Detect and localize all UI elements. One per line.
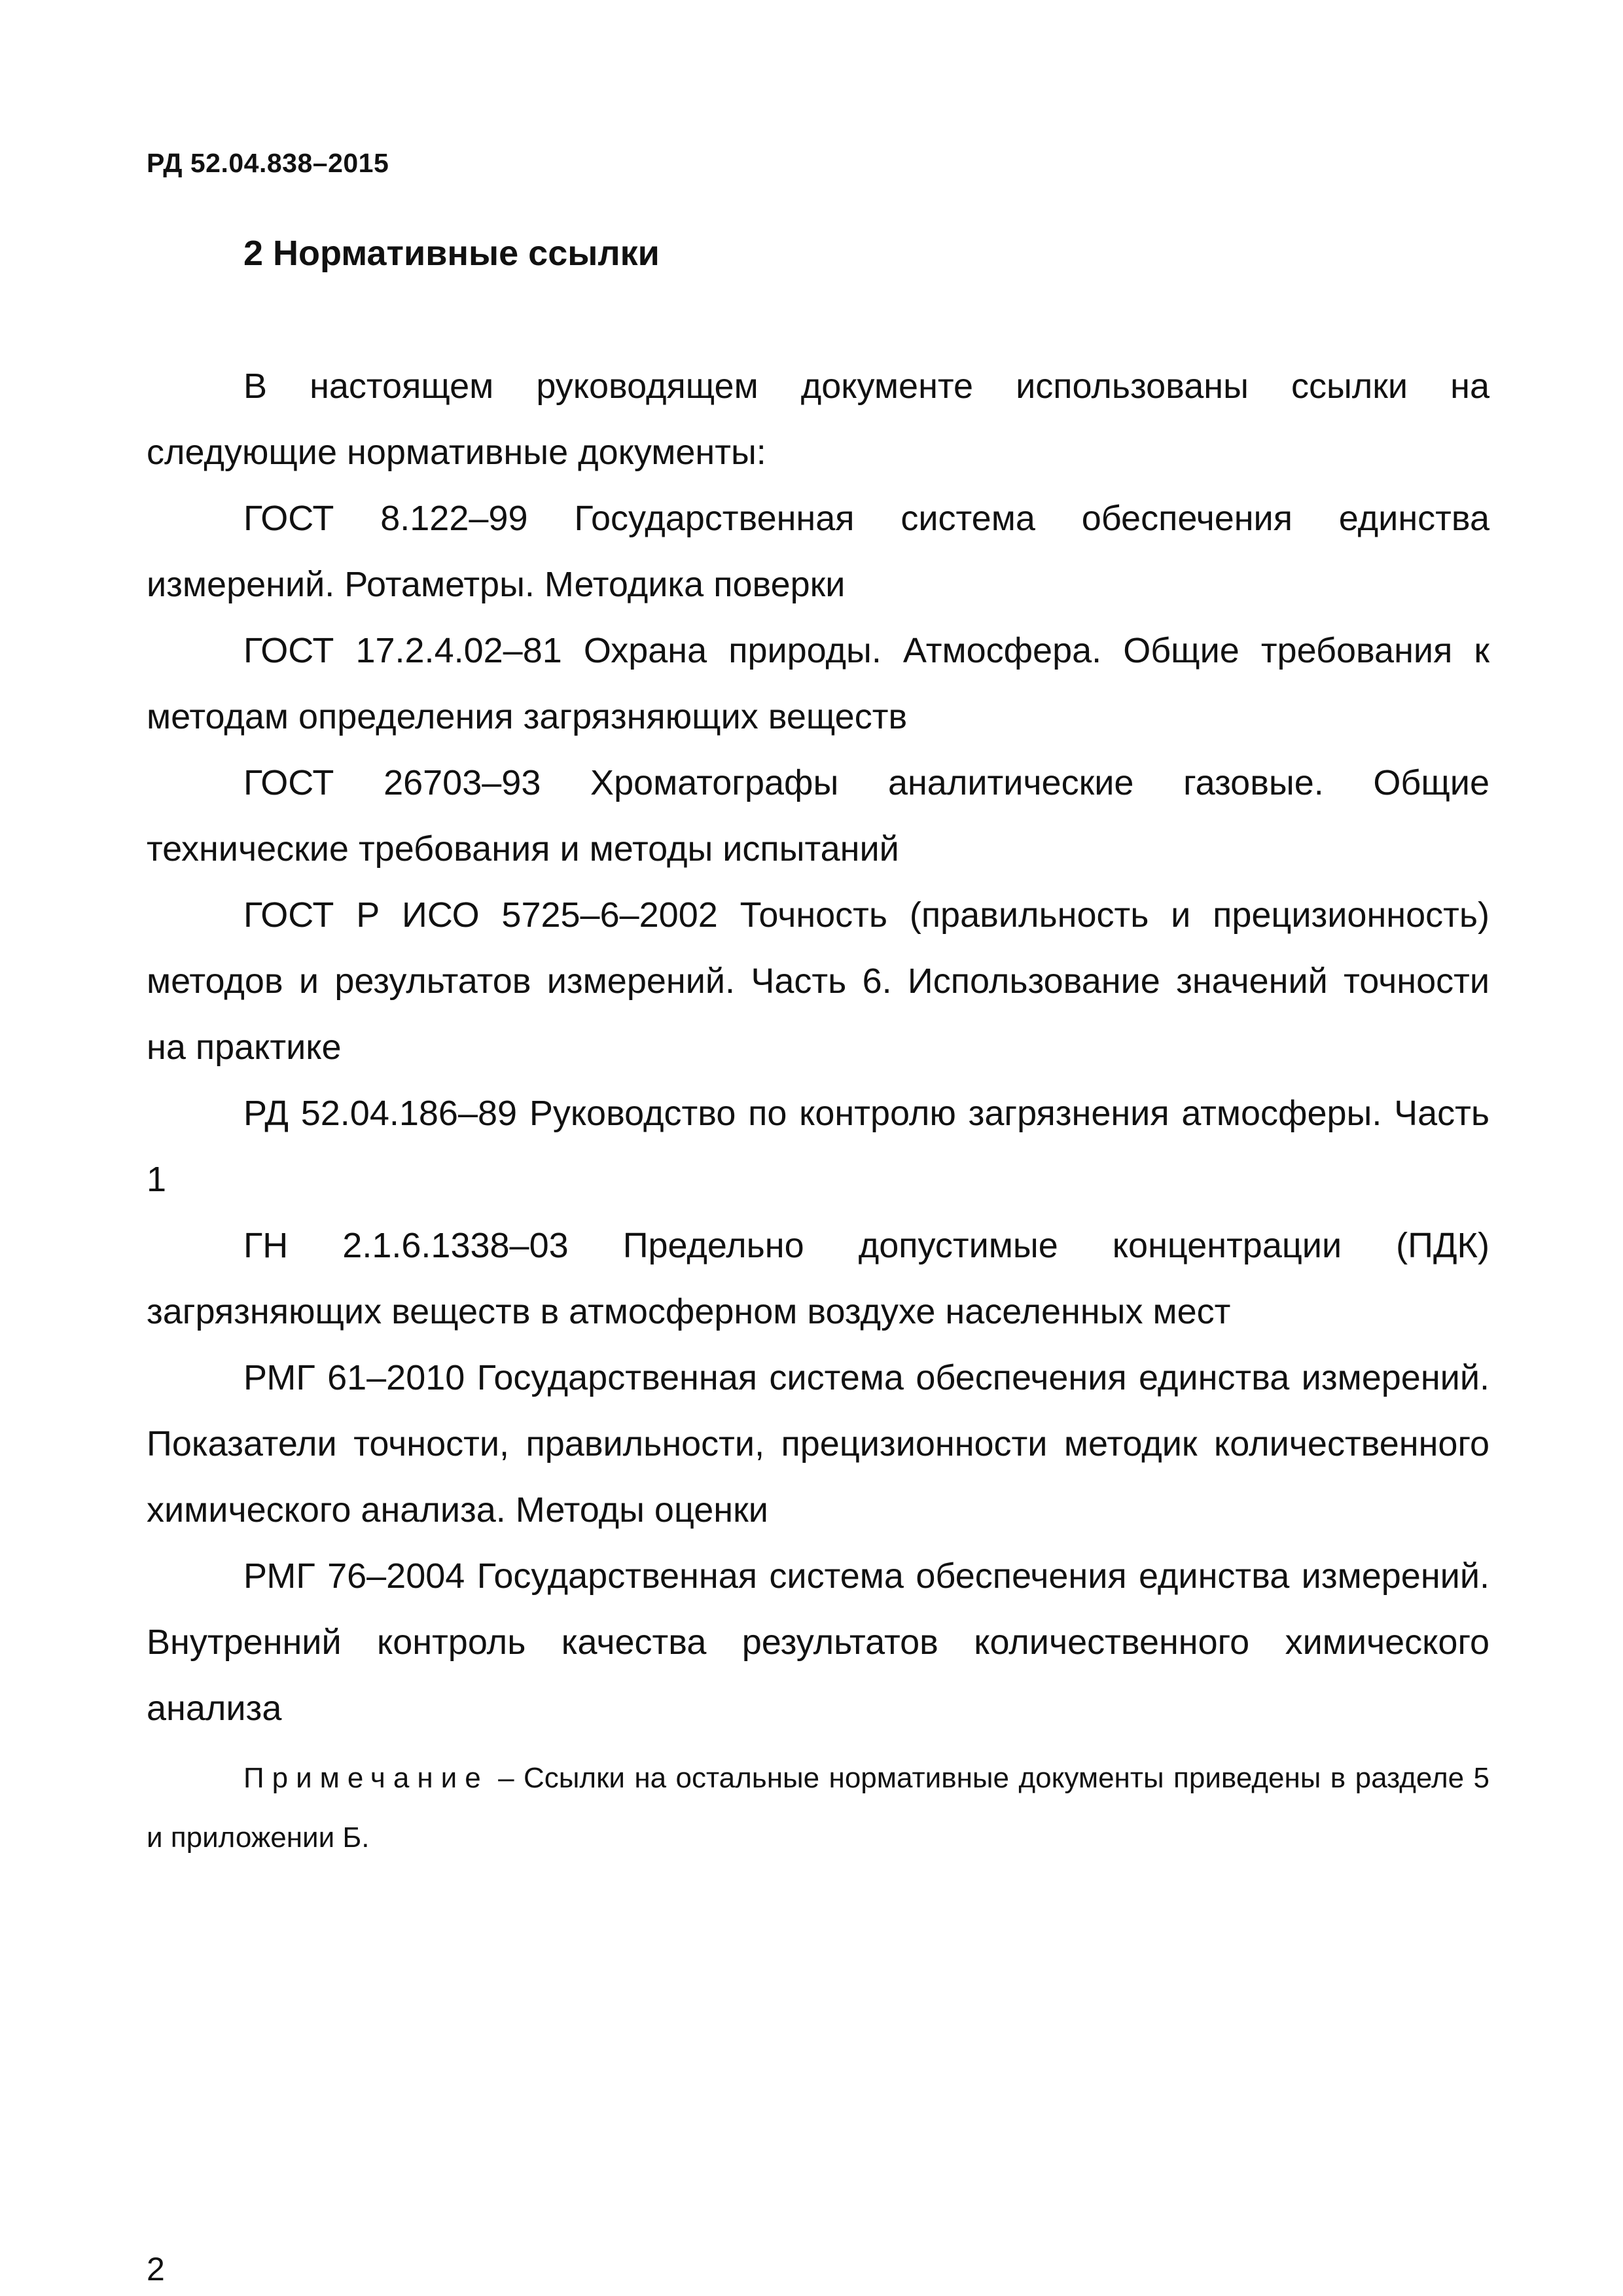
- reference-title: Точность (правильность и прецизионность) методов и результатов измерений. Часть 6. Использование значений точности на практике: [147, 895, 1489, 1067]
- document-code: РД 52.04.838–2015: [147, 148, 389, 178]
- reference-code: ГОСТ Р ИСО 5725–6–2002: [243, 895, 718, 935]
- reference-title: Государственная система обеспечения единства измерений. Внутренний контроль качества результатов количественного химического анализа: [147, 1556, 1489, 1728]
- section-body: [147, 353, 1489, 1867]
- reference-code: РД 52.04.186–89: [243, 1094, 518, 1133]
- reference-code: РМГ 61–2010: [243, 1358, 465, 1397]
- reference-item: [147, 1543, 1489, 1742]
- note-label: Примечание: [243, 1762, 489, 1794]
- page-number: 2: [147, 2251, 165, 2287]
- reference-code: ГН 2.1.6.1338–03: [243, 1226, 569, 1265]
- note-paragraph: [147, 1748, 1489, 1867]
- reference-code: ГОСТ 17.2.4.02–81: [243, 631, 562, 670]
- reference-item: [147, 618, 1489, 750]
- reference-title: Предельно допустимые концентрации (ПДК) загрязняющих веществ в атмосферном воздухе населенных мест: [147, 1226, 1489, 1331]
- reference-item: [147, 1213, 1489, 1345]
- reference-item: [147, 750, 1489, 882]
- intro-paragraph: В настоящем руководящем документе использованы ссылки на следующие нормативные документы:: [147, 367, 1489, 472]
- reference-title: Хроматографы аналитические газовые. Общие технические требования и методы испытаний: [147, 763, 1489, 869]
- note-text: – Ссылки на остальные нормативные документы приведены в разделе 5 и приложении Б.: [147, 1762, 1489, 1854]
- reference-title: Руководство по контролю загрязнения атмосферы. Часть 1: [147, 1094, 1489, 1199]
- reference-code: ГОСТ 26703–93: [243, 763, 541, 802]
- reference-item: [147, 1345, 1489, 1543]
- reference-title: Государственная система обеспечения единства измерений. Ротаметры. Методика поверки: [147, 499, 1489, 604]
- reference-title: Государственная система обеспечения единства измерений. Показатели точности, правильности, прецизионности методик количественного химического анализа. Методы оценки: [147, 1358, 1489, 1530]
- reference-item: [147, 486, 1489, 618]
- reference-item: [147, 882, 1489, 1081]
- reference-title: Охрана природы. Атмосфера. Общие требования к методам определения загрязняющих веществ: [147, 631, 1489, 736]
- reference-item: [147, 1081, 1489, 1213]
- reference-code: РМГ 76–2004: [243, 1556, 465, 1596]
- reference-code: ГОСТ 8.122–99: [243, 499, 528, 538]
- section-title: 2 Нормативные ссылки: [243, 234, 660, 273]
